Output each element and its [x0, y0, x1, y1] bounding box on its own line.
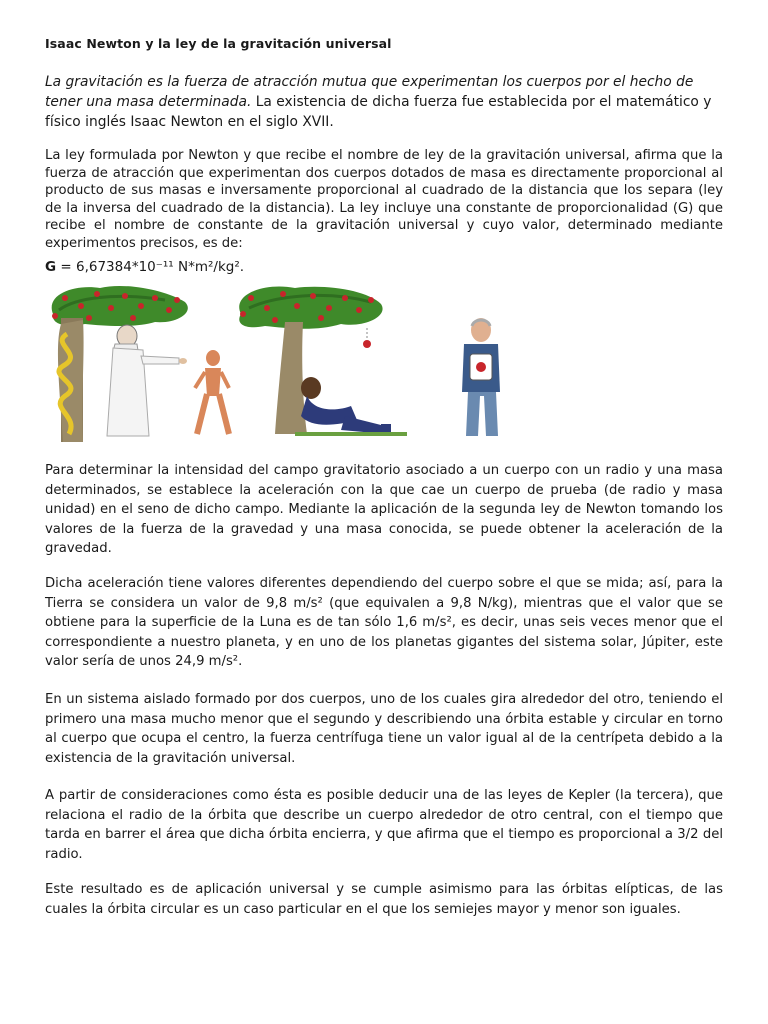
intro-normal-text: La existencia de dicha fuerza fue establecida por el matemático y físico inglés Isaac Newton en el siglo XVII.: [45, 94, 712, 130]
formula-value: = 6,67384*10⁻¹¹ N*m²/kg².: [56, 259, 245, 275]
intro-paragraph: [45, 72, 723, 132]
kepler-law-paragraph: A partir de consideraciones como ésta es posible deducir una de las leyes de Kepler (la tercera), que relaciona el radio de la órbita que describe un cuerpo alrededor de otro central, con el tiempo que tarda en barrer el área que dicha órbita encierra, y que afirma que el tiempo es proporcional a 3/2 del radio.: [45, 788, 723, 862]
intro-italic-text: La gravitación es la fuerza de atracción mutua que experimentan los cuerpos por el hecho de tener una masa determinada.: [45, 74, 694, 110]
bearded-figure-drawing: [107, 325, 187, 436]
field-intensity-paragraph: Para determinar la intensidad del campo gravitatorio asociado a un cuerpo con un radio y una masa determinados, se establece la aceleración con la que cae un cuerpo de prueba (de radio y masa unidad) en el seno de dicho campo. Mediante la aplicación de la segunda ley de Newton tomando los valores de la fuerza de la gravedad y una masa conocida, se puede obtener la aceleración de la gravedad.: [45, 463, 723, 557]
gravitational-constant-formula: [45, 259, 244, 275]
page-title: Isaac Newton y la ley de la gravitación universal: [45, 36, 392, 51]
acceleration-values-paragraph: Dicha aceleración tiene valores diferentes dependiendo del cuerpo sobre el que se mida; así, para la Tierra se considera un valor de 9,8 m/s² (que equivalen a 9,8 N/kg), mientras que el valor que se obtiene para la superficie de la Luna es de tan sólo 1,6 m/s², es decir, unas seis veces menor que el correspondiente a nuestro planeta, y en uno de los planetas gigantes del sistema solar, Júpiter, este valor sería de unos 24,9 m/s².: [45, 576, 723, 670]
walking-figure-drawing: [195, 350, 229, 434]
law-paragraph: La ley formulada por Newton y que recibe el nombre de ley de la gravitación universal, afirma que la fuerza de atracción que experimentan dos cuerpos dotados de masa es directamente proporcional al producto de sus masas e inversamente proporcional al cuadrado de la distancia que los separa (ley de la inversa del cuadrado de la distancia). La ley incluye una constante de proporcionalidad (G) que recibe el nombre de constante de la gravitación universal y cuyo valor, determinado mediante experimentos precisos, es de:: [45, 148, 723, 251]
modern-man-with-tablet-drawing: [450, 316, 512, 442]
formula-symbol: G: [45, 259, 57, 275]
newton-apple-illustration: [45, 284, 417, 442]
elliptical-orbits-paragraph: Este resultado es de aplicación universal y se cumple asimismo para las órbitas elípticas, de las cuales la órbita circular es un caso particular en el que los semiejes mayor y menor son iguales.: [45, 882, 723, 917]
sitting-newton-drawing: [295, 377, 407, 436]
two-body-system-paragraph: En un sistema aislado formado por dos cuerpos, uno de los cuales gira alrededor del otro, teniendo el primero una masa mucho menor que el segundo y describiendo una órbita estable y circular en torno al cuerpo que ocupa el centro, la fuerza centrífuga tiene un valor igual al de la centrípeta debido a la existencia de la gravitación universal.: [45, 692, 723, 766]
